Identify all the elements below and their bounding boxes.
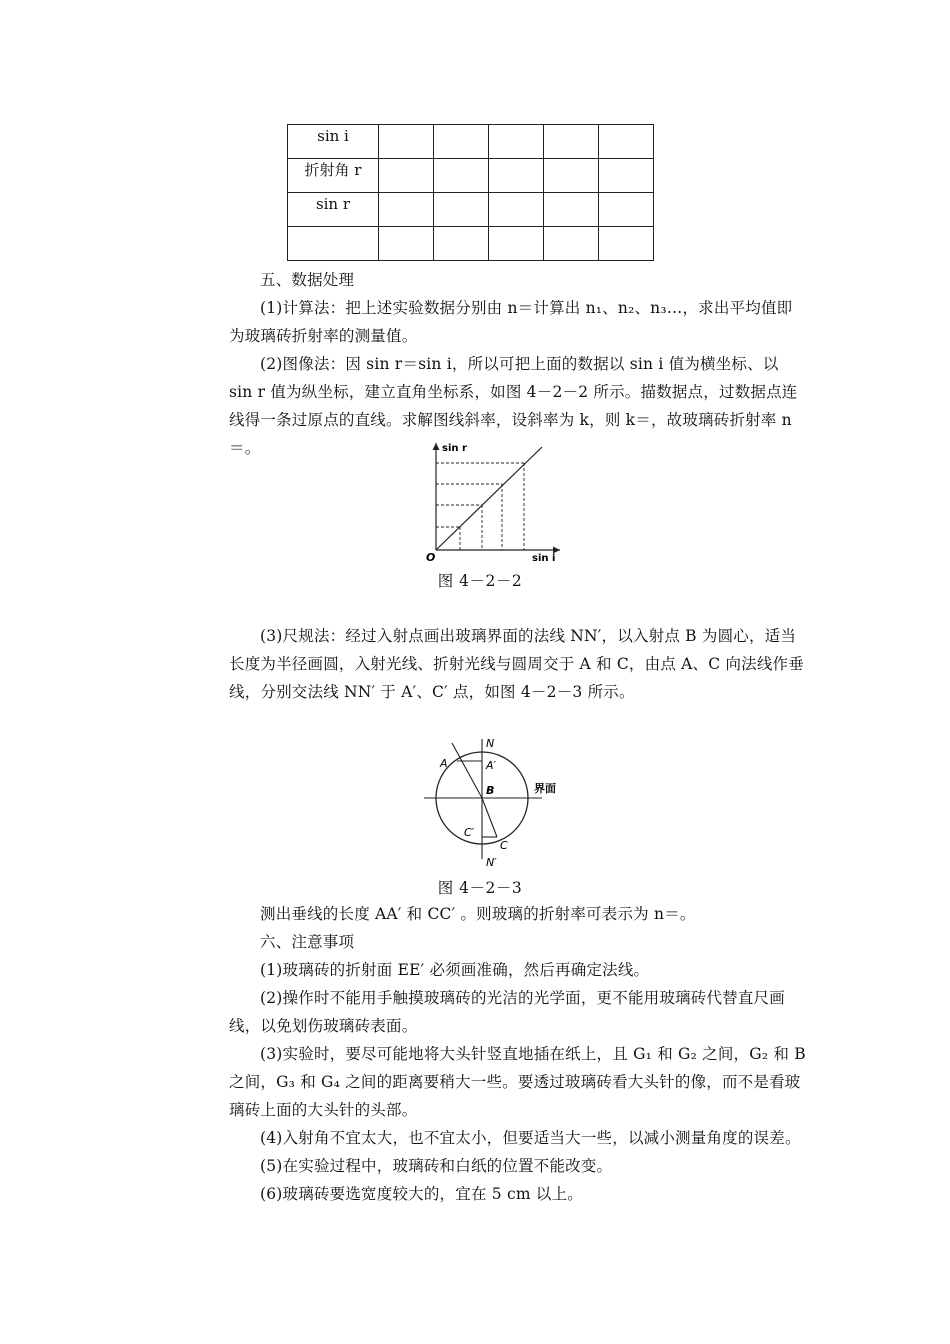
- table-cell: [489, 125, 544, 159]
- list-item: (4)入射角不宜太大，也不宜太小，但要适当大一些，以减小测量角度的误差。: [260, 1129, 801, 1147]
- label-c-prime: C′: [464, 826, 475, 839]
- table-row: [288, 193, 654, 227]
- x-axis-label: sin i: [532, 553, 556, 564]
- table-cell: [544, 193, 599, 227]
- table-cell: [599, 193, 654, 227]
- table-row: [288, 125, 654, 159]
- table-cell: [379, 125, 434, 159]
- table-row-label: 折射角 r: [288, 159, 379, 193]
- table-cell: [434, 125, 489, 159]
- label-n-prime: N′: [486, 856, 497, 869]
- table-cell: [379, 227, 434, 261]
- list-item: (1)玻璃砖的折射面 EE′ 必须画准确，然后再确定法线。: [260, 961, 650, 979]
- label-c: C: [500, 839, 508, 852]
- label-b: B: [486, 784, 495, 797]
- fit-line: [436, 447, 542, 550]
- y-axis-label: sin r: [442, 443, 467, 454]
- label-a: A: [440, 757, 448, 770]
- table-cell: [489, 159, 544, 193]
- table-cell: [599, 227, 654, 261]
- label-interface: 界面: [534, 782, 556, 795]
- section-5-paragraph-graph: (2)图像法：因 sin r＝sin i，所以可把上面的数据以 sin i 值为横坐标、以 sin r 值为纵坐标，建立直角坐标系，如图 4－2－2 所示。描数据点，过数据点连线得一条过原点的直线。求解图线斜率，设斜率为 k，则 k＝，故玻璃砖折射率 n＝。: [229, 355, 798, 457]
- refracted-ray: [482, 798, 497, 837]
- figure-refraction-circle-diagram: [420, 735, 570, 870]
- table-cell: [434, 159, 489, 193]
- table-cell: [489, 227, 544, 261]
- section-5-paragraph-ruler-compass: (3)尺规法：经过入射点画出玻璃界面的法线 NN′，以入射点 B 为圆心，适当长度为半径画圆，入射光线、折射光线与圆周交于 A 和 C，由点 A、C 向法线作垂线，分别交法线 NN′ 于 A′、C′ 点，如图 4－2－3 所示。: [229, 627, 804, 701]
- figure-caption: 图 4－2－3: [437, 879, 523, 897]
- table-row: [288, 227, 654, 261]
- table-cell: [599, 125, 654, 159]
- section-5-heading: 五、数据处理: [260, 271, 355, 289]
- table-row-label: [288, 227, 379, 261]
- list-item: (5)在实验过程中，玻璃砖和白纸的位置不能改变。: [260, 1157, 613, 1175]
- origin-label: O: [426, 551, 436, 564]
- table-cell: [489, 193, 544, 227]
- list-item: (6)玻璃砖要选宽度较大的，宜在 5 cm 以上。: [260, 1185, 583, 1203]
- table-cell: [544, 227, 599, 261]
- table-cell: [544, 125, 599, 159]
- table-cell: [434, 193, 489, 227]
- table-row-label: sin i: [288, 125, 379, 159]
- section-5-paragraph-result: 测出垂线的长度 AA′ 和 CC′ 。则玻璃的折射率可表示为 n＝。: [260, 905, 696, 923]
- list-item: (3)实验时，要尽可能地将大头针竖直地插在纸上，且 G₁ 和 G₂ 之间，G₂ 和 B 之间，G₃ 和 G₄ 之间的距离要稍大一些。要透过玻璃砖看大头针的像，而不是看玻璃砖上面的大头针的头部。: [229, 1045, 806, 1119]
- table-cell: [379, 193, 434, 227]
- table-row: [288, 159, 654, 193]
- figure-sinr-vs-sini-graph: [420, 437, 570, 567]
- data-table: [287, 124, 654, 261]
- incident-ray: [452, 743, 482, 798]
- label-a-prime: A′: [486, 759, 497, 772]
- list-item: (2)操作时不能用手触摸玻璃砖的光洁的光学面，更不能用玻璃砖代替直尺画线，以免划伤玻璃砖表面。: [229, 989, 785, 1035]
- table-cell: [599, 159, 654, 193]
- table-cell: [379, 159, 434, 193]
- table-cell: [434, 227, 489, 261]
- table-cell: [544, 159, 599, 193]
- table-row-label: sin r: [288, 193, 379, 227]
- label-n: N: [486, 737, 495, 750]
- section-5-paragraph-calculation: (1)计算法：把上述实验数据分别由 n＝计算出 n₁、n₂、n₃…，求出平均值即为玻璃砖折射率的测量值。: [229, 299, 793, 345]
- section-6-heading: 六、注意事项: [260, 933, 355, 951]
- figure-caption: 图 4－2－2: [437, 572, 523, 590]
